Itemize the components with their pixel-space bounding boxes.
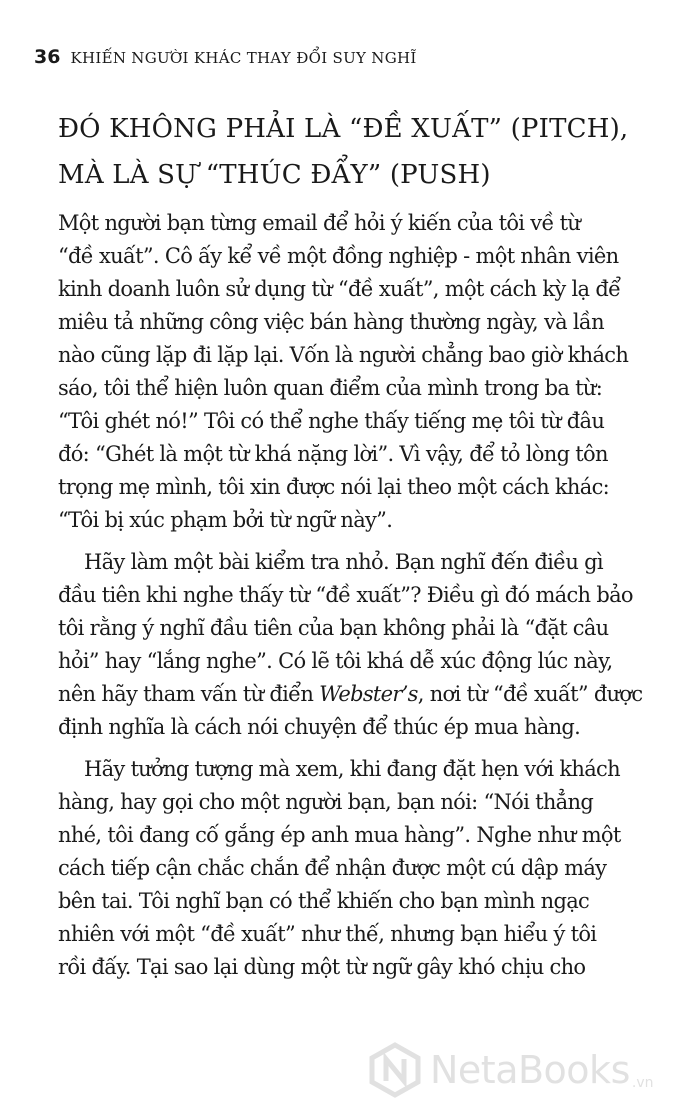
text-line: đầu tiên khi nghe thấy từ “đề xuất”? Điều gì đó mách bảo xyxy=(58,583,633,607)
watermark-brand: NetaBooks xyxy=(430,1048,630,1092)
section-heading-line: MÀ LÀ SỰ “THÚC ĐẨY” (PUSH) xyxy=(58,160,491,190)
text-line: đó: “Ghét là một từ khá nặng lời”. Vì vậy, để tỏ lòng tôn xyxy=(58,442,608,466)
paragraph-1 xyxy=(58,207,688,537)
section-heading-line: ĐÓ KHÔNG PHẢI LÀ “ĐỀ XUẤT” (PITCH), xyxy=(58,114,629,144)
text-line: tôi rằng ý nghĩ đầu tiên của bạn không phải là “đặt câu xyxy=(58,616,609,640)
running-head xyxy=(34,46,674,72)
text-line: hàng, hay gọi cho một người bạn, bạn nói: “Nói thẳng xyxy=(58,790,594,814)
text-line: bên tai. Tôi nghĩ bạn có thể khiến cho bạn mình ngạc xyxy=(58,889,590,913)
dictionary-title: Webster’s xyxy=(319,682,418,706)
text-line: hỏi” hay “lắng nghe”. Có lẽ tôi khá dễ xúc động lúc này, xyxy=(58,649,613,673)
text-line: nhé, tôi đang cố gắng ép anh mua hàng”. Nghe như một xyxy=(58,823,621,847)
text-line: rồi đấy. Tại sao lại dùng một từ ngữ gây khó chịu cho xyxy=(58,955,586,979)
text-line: Một người bạn từng email để hỏi ý kiến của tôi về từ xyxy=(58,211,581,235)
paragraph-3 xyxy=(58,753,688,984)
text-line: nhiên với một “đề xuất” như thế, nhưng bạn hiểu ý tôi xyxy=(58,922,597,946)
body-text xyxy=(58,207,688,984)
text-line: “Tôi ghét nó!” Tôi có thể nghe thấy tiếng mẹ tôi từ đâu xyxy=(58,409,605,433)
text-line: kinh doanh luôn sử dụng từ “đề xuất”, một cách kỳ lạ để xyxy=(58,277,621,301)
watermark xyxy=(366,1035,696,1105)
text-segment: , nơi từ “đề xuất” được xyxy=(417,682,643,706)
running-title: KHIẾN NGƯỜI KHÁC THAY ĐỔI SUY NGHĨ xyxy=(70,49,417,67)
watermark-suffix: .vn xyxy=(631,1075,654,1091)
text-segment: nên hãy tham vấn từ điển xyxy=(58,682,320,706)
text-line: cách tiếp cận chắc chắn để nhận được một cú dập máy xyxy=(58,856,607,880)
text-line: nào cũng lặp đi lặp lại. Vốn là người chẳng bao giờ khách xyxy=(58,343,629,367)
text-line: Hãy tưởng tượng mà xem, khi đang đặt hẹn với khách xyxy=(84,757,620,781)
page-number: 36 xyxy=(34,46,61,68)
section-heading xyxy=(58,106,678,198)
text-line: định nghĩa là cách nói chuyện để thúc ép mua hàng. xyxy=(58,715,581,739)
text-line: miêu tả những công việc bán hàng thường ngày, và lần xyxy=(58,310,604,334)
text-line xyxy=(58,678,688,711)
text-line: Hãy làm một bài kiểm tra nhỏ. Bạn nghĩ đến điều gì xyxy=(84,550,603,574)
text-line: “Tôi bị xúc phạm bởi từ ngữ này”. xyxy=(58,508,393,532)
text-line: “đề xuất”. Cô ấy kể về một đồng nghiệp - một nhân viên xyxy=(58,244,619,268)
text-line: trọng mẹ mình, tôi xin được nói lại theo một cách khác: xyxy=(58,475,610,499)
netabooks-logo-icon xyxy=(366,1041,424,1099)
paragraph-2 xyxy=(58,546,688,744)
text-line: sáo, tôi thể hiện luôn quan điểm của mình trong ba từ: xyxy=(58,376,603,400)
